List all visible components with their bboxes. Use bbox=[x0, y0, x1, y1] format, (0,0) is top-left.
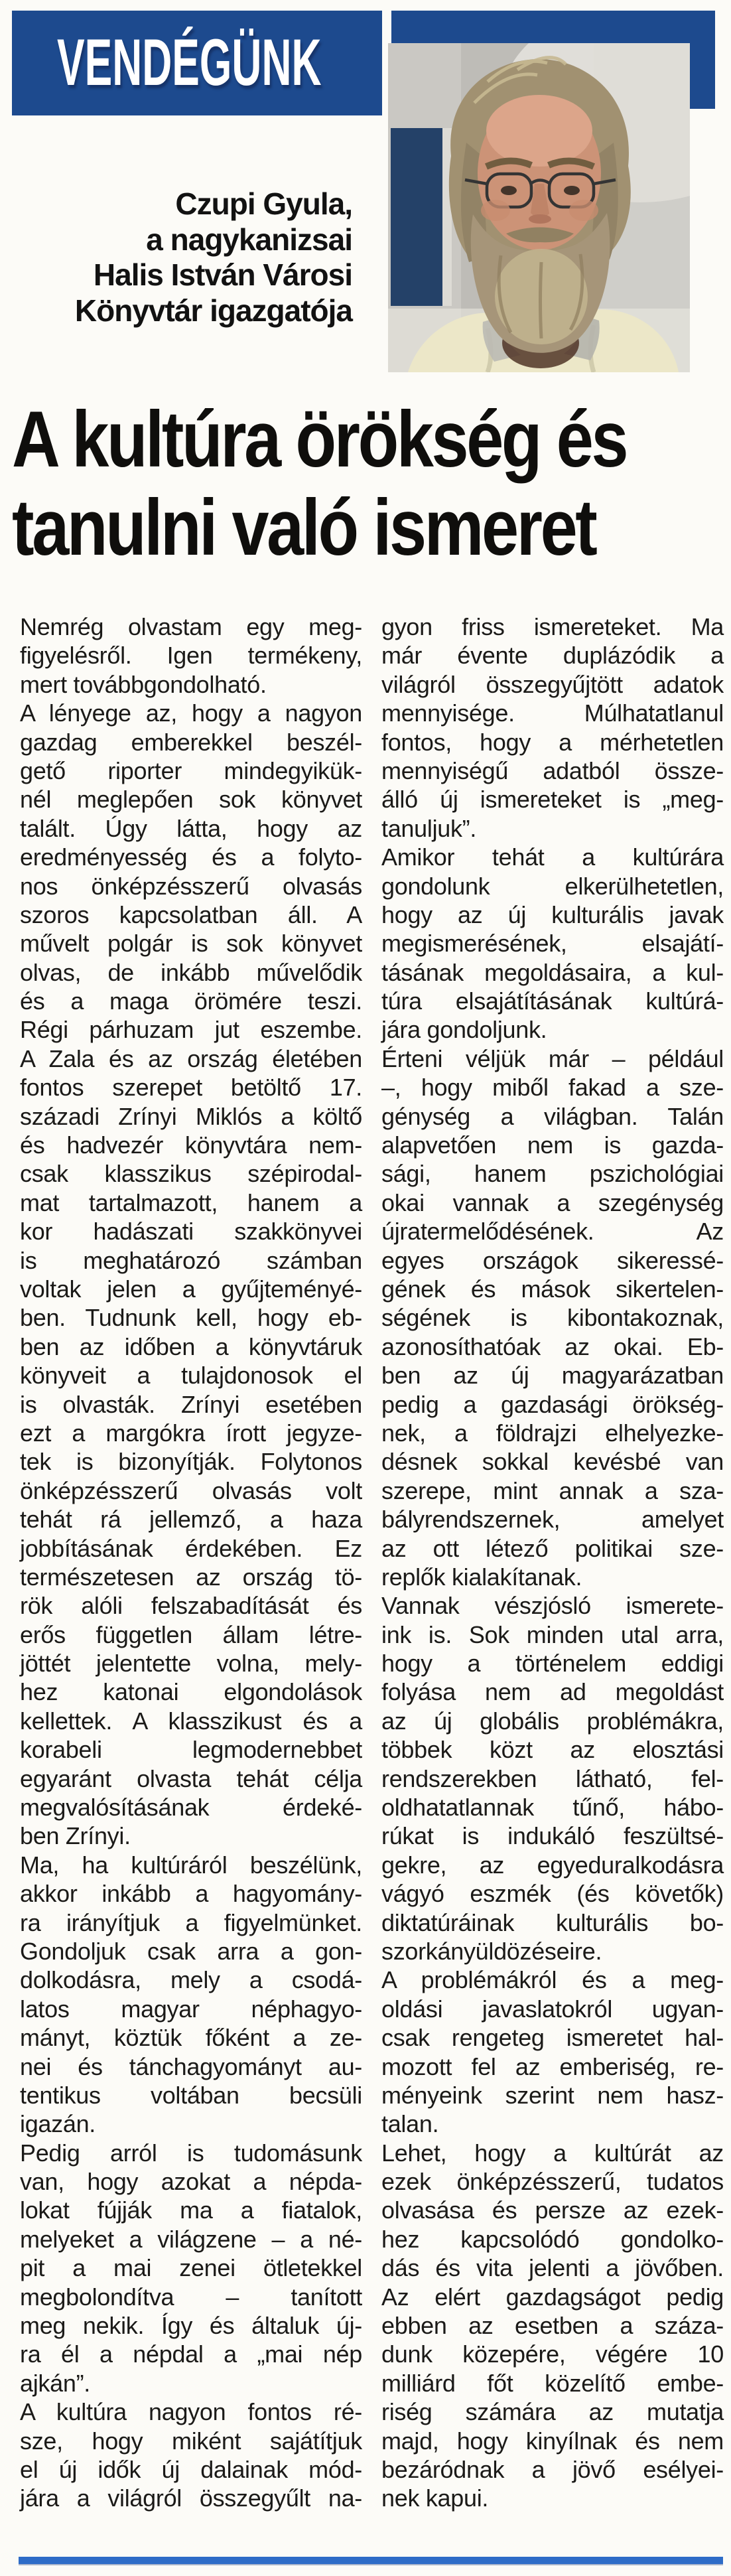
article-text-line: természetesen az ország tö- bbox=[20, 1563, 362, 1591]
article-text-line: olvasása és persze az ezek- bbox=[381, 2196, 724, 2224]
article-text-line: szoros kapcsolatban áll. A bbox=[20, 900, 362, 928]
article-text-line: túra elsajátításának kultúrá- bbox=[381, 987, 724, 1015]
article-text-line: könyveit a tulajdonosok el bbox=[20, 1362, 362, 1390]
guest-name: Czupi Gyula, bbox=[175, 186, 352, 221]
article-text-line: századi Zrínyi Miklós a költő bbox=[20, 1102, 362, 1130]
article-text-line: megismerésének, elsajátí- bbox=[381, 930, 724, 958]
article-text-line: korabeli legmodernebbet bbox=[20, 1736, 362, 1764]
article-text-line: Régi párhuzam jut eszembe. bbox=[20, 1016, 362, 1044]
guest-title-line: Halis István Városi bbox=[93, 257, 352, 292]
article-text-line: ezek önképzésszerű, tudatos bbox=[381, 2168, 724, 2196]
article-text-line: Vannak vészjósló ismerete- bbox=[381, 1592, 724, 1620]
article-text-line: olvas, de inkább művelődik bbox=[20, 958, 362, 986]
article-text-line: dunk közepére, végére 10 bbox=[381, 2340, 724, 2368]
article-text-line: tehát rá jellemző, a haza bbox=[20, 1506, 362, 1534]
article-text-line: sze, hogy miként sajátítjuk bbox=[20, 2427, 362, 2455]
article-text-line: ra él a népdal a „mai nép bbox=[20, 2340, 362, 2368]
article-text-line: tásának megoldásaira, a kul- bbox=[381, 958, 724, 986]
article-text-line: szerepe, mint annak a sza- bbox=[381, 1476, 724, 1504]
article-text-line: jöttét jelentette volna, mely- bbox=[20, 1650, 362, 1678]
article-text-line: ajkán”. bbox=[20, 2369, 90, 2397]
article-text-line: tek is bizonyítják. Folytonos bbox=[20, 1448, 362, 1476]
article-text-line: okai vannak a szegénység bbox=[381, 1188, 724, 1216]
article-text-line: ményeink szerint nem hasz- bbox=[381, 2081, 724, 2109]
article-text-line: erős független állam létre- bbox=[20, 1620, 362, 1648]
article-text-line: fontos szerepet betöltő 17. bbox=[20, 1074, 362, 1102]
article-text-line: is olvasták. Zrínyi esetében bbox=[20, 1390, 362, 1418]
article-column-left bbox=[20, 612, 362, 2513]
article-text-line: voltak jelen a gyűjteményé- bbox=[20, 1275, 362, 1303]
guest-intro bbox=[75, 186, 352, 328]
article-text-line: el új idők új dalainak mód- bbox=[20, 2456, 362, 2483]
article-text-line: oldhatatlannak tűnő, hábo- bbox=[381, 1794, 724, 1822]
article-text-line: meg nekik. Így és általuk új- bbox=[20, 2312, 362, 2340]
article-text-line: álló új ismereteket is „meg- bbox=[381, 786, 724, 814]
article-text-line: pedig a gazdasági örökség- bbox=[381, 1390, 724, 1418]
article-text-line: –, hogy miből fakad a sze- bbox=[381, 1074, 724, 1102]
article-text-line: akkor inkább a hagyomány- bbox=[20, 1880, 362, 1908]
article-text-line: az ott létező politikai sze- bbox=[381, 1534, 724, 1562]
article-text-line: ink is. Sok minden utal arra, bbox=[381, 1620, 724, 1648]
headline-line: tanulni való ismeret bbox=[12, 483, 596, 572]
article-text-line: ségének is kibontakoznak, bbox=[381, 1304, 724, 1332]
article-text-line: gekre, az egyeduralkodásra bbox=[381, 1851, 724, 1879]
article-text-line: génység a világban. Talán bbox=[381, 1102, 724, 1130]
article-text-line: oldási javaslatokról ugyan- bbox=[381, 1995, 724, 2023]
article-text-line: megvalósításának érdeké- bbox=[20, 1794, 362, 1822]
article-text-line: gyon friss ismereteket. Ma bbox=[381, 613, 724, 640]
article-text-line: mennyisége. Múlhatatlanul bbox=[381, 699, 724, 727]
article-text-line: A problémákról és a meg- bbox=[381, 1966, 724, 1994]
section-banner bbox=[12, 11, 382, 115]
article-text-line: Lehet, hogy a kultúrát az bbox=[381, 2139, 724, 2167]
article-text-line: ezt a margókra írott jegyze- bbox=[20, 1419, 362, 1447]
article-text-line: diktatúráinak kulturális bo- bbox=[381, 1908, 724, 1936]
article-text-line: jobbításának érdekében. Ez bbox=[20, 1534, 362, 1562]
article-text-line: jára gondoljunk. bbox=[381, 1016, 547, 1044]
article-text-line: mat tartalmazott, hanem a bbox=[20, 1188, 362, 1216]
article-text-line: A kultúra nagyon fontos ré- bbox=[20, 2398, 362, 2426]
article-text-line: ra irányítjuk a figyelmünket. bbox=[20, 1908, 362, 1936]
article-headline bbox=[12, 395, 626, 572]
article-text-line: van, hogy azokat a népda- bbox=[20, 2168, 362, 2196]
article-text-line: világról összegyűjtött adatok bbox=[381, 670, 724, 698]
article-text-line: talan. bbox=[381, 2110, 439, 2138]
article-text-line: lokat fújják ma a fiatalok, bbox=[20, 2196, 362, 2224]
article-text-line: művelt polgár is sok könyvet bbox=[20, 930, 362, 958]
article-text-line: majd, hogy kinyílnak és nem bbox=[381, 2427, 724, 2455]
article-text-line: hez kapcsolódó gondolko- bbox=[381, 2225, 724, 2253]
article-text-line: rúkat is indukáló feszültsé- bbox=[381, 1822, 724, 1850]
article-text-line: mert továbbgondolható. bbox=[20, 670, 267, 698]
headline-line: A kultúra örökség és bbox=[12, 395, 627, 484]
article-text-line: hogy a történelem eddigi bbox=[381, 1650, 724, 1678]
article-text-line: újratermelődésének. Az bbox=[381, 1218, 724, 1246]
guest-portrait-illustration bbox=[388, 43, 690, 372]
article-text-line: tentikus voltában becsüli bbox=[20, 2081, 362, 2109]
article-text-line: megbolondítva – tanított bbox=[20, 2283, 362, 2311]
article-text-line: sági, hanem pszichológiai bbox=[381, 1160, 724, 1188]
article-text-line: is meghatározó számban bbox=[20, 1246, 362, 1274]
article-text-line: rök alóli felszabadítását és bbox=[20, 1592, 362, 1620]
article-text-line: nos önképzésszerű olvasás bbox=[20, 872, 362, 900]
article-column-right bbox=[381, 612, 724, 2513]
article-text-line: önképzésszerű olvasás volt bbox=[20, 1476, 362, 1504]
article-text-line: nei és tánchagyományt au- bbox=[20, 2052, 362, 2080]
article-text-line: melyeket a világzene – a né- bbox=[20, 2225, 362, 2253]
article-text-line: eredményesség és a folyto- bbox=[20, 843, 362, 871]
article-text-line: már évente duplázódik a bbox=[381, 642, 724, 670]
article-text-line: rendszerekben látható, fel- bbox=[381, 1764, 724, 1792]
article-text-line: mennyiségű adatból össze- bbox=[381, 756, 724, 784]
article-text-line: hez katonai elgondolások bbox=[20, 1678, 362, 1706]
article-text-line: és hadvezér könyvtára nem- bbox=[20, 1131, 362, 1159]
guest-title-line: Könyvtár igazgatója bbox=[74, 293, 352, 328]
article-text-line: replők kialakítanak. bbox=[381, 1563, 582, 1591]
article-text-line: désnek sokkal kevésbé van bbox=[381, 1448, 724, 1476]
article-text-line: Pedig arról is tudomásunk bbox=[20, 2139, 362, 2167]
article-text-line: egyaránt olvasta tehát célja bbox=[20, 1764, 362, 1792]
article-text-line: gető riporter mindegyikük- bbox=[20, 756, 362, 784]
article-text-line: alapvetően nem is gazda- bbox=[381, 1131, 724, 1159]
article-text-line: nek, a földrajzi elhelyezke- bbox=[381, 1419, 724, 1447]
article-text-line: gének és mások sikertelen- bbox=[381, 1275, 724, 1303]
article-text-line: figyelésről. Igen termékeny, bbox=[20, 642, 362, 670]
article-text-line: dás és vita jelenti a jövőben. bbox=[381, 2254, 724, 2282]
article-text-line: és a maga örömére teszi. bbox=[20, 987, 362, 1015]
article-text-line: igazán. bbox=[20, 2110, 96, 2138]
article-text-line: kellettek. A klasszikust és a bbox=[20, 1707, 362, 1735]
article-text-line: nek kapui. bbox=[381, 2484, 489, 2512]
article-text-line: ben Zrínyi. bbox=[20, 1822, 131, 1850]
article-text-line: mányt, köztük főként a ze- bbox=[20, 2024, 362, 2052]
article-text-line: jára a világról összegyűlt na- bbox=[20, 2484, 362, 2512]
article-text-line: gondolunk elkerülhetetlen, bbox=[381, 872, 724, 900]
article-text-line: Nemrég olvastam egy meg- bbox=[20, 613, 362, 640]
article-text-line: milliárd főt közelítő embe- bbox=[381, 2369, 724, 2397]
article-text-line: nél meglepően sok könyvet bbox=[20, 786, 362, 814]
article-text-line: bezáródnak a jövő esélyei- bbox=[381, 2456, 724, 2483]
article-text-line: Az elért gazdagságot pedig bbox=[381, 2283, 724, 2311]
article-text-line: ben. Tudnunk kell, hogy eb- bbox=[20, 1304, 362, 1332]
article-text-line: A lényege az, hogy a nagyon bbox=[20, 699, 362, 727]
article-text-line: dolkodásra, mely a csodá- bbox=[20, 1966, 362, 1994]
article-text-line: latos magyar néphagyo- bbox=[20, 1995, 362, 2023]
article-text-line: A Zala és az ország életében bbox=[20, 1044, 362, 1072]
article-text-line: hogy az új kulturális javak bbox=[381, 900, 724, 928]
article-text-line: talált. Úgy látta, hogy az bbox=[20, 814, 362, 842]
article-text-line: csak klasszikus szépirodal- bbox=[20, 1160, 362, 1188]
section-banner-label: VENDÉGÜNK bbox=[57, 25, 322, 99]
article-text-line: egyes országok sikeressé- bbox=[381, 1246, 724, 1274]
guest-title-line: a nagykanizsai bbox=[146, 222, 352, 257]
article-text-line: Amikor tehát a kultúrára bbox=[381, 843, 724, 871]
article-text-line: ben az időben a könyvtáruk bbox=[20, 1332, 362, 1360]
article-text-line: ben az új magyarázatban bbox=[381, 1362, 724, 1390]
article-text-line: pit a mai zenei ötletekkel bbox=[20, 2254, 362, 2282]
article-text-line: szorkányüldözéseire. bbox=[381, 1937, 602, 1965]
article-text-line: Gondoljuk csak arra a gon- bbox=[20, 1937, 362, 1965]
article-text-line: gazdag emberekkel beszél- bbox=[20, 728, 362, 756]
bottom-separator-line bbox=[19, 2557, 723, 2564]
article-text-line: fontos, hogy a mérhetetlen bbox=[381, 728, 724, 756]
article-text-line: Érteni véljük már – például bbox=[381, 1044, 724, 1072]
article-text-line: az új globális problémákra, bbox=[381, 1707, 724, 1735]
article-text-line: mozott fel az emberiség, re- bbox=[381, 2052, 724, 2080]
article-text-line: azonosíthatóak az okai. Eb- bbox=[381, 1332, 724, 1360]
article-text-line: tanuljuk”. bbox=[381, 814, 477, 842]
article-text-line: bályrendszernek, amelyet bbox=[381, 1506, 724, 1534]
article-text-line: többek közt az elosztási bbox=[381, 1736, 724, 1764]
article-text-line: riség számára az mutatja bbox=[381, 2398, 724, 2426]
article-text-line: csak rengeteg ismeretet hal- bbox=[381, 2024, 724, 2052]
article-text-line: Ma, ha kultúráról beszélünk, bbox=[20, 1851, 362, 1879]
article-text-line: vágyó eszmék (és követők) bbox=[381, 1880, 724, 1908]
article-text-line: kor hadászati szakkönyvei bbox=[20, 1218, 362, 1246]
article-text-line: ebben az esetben a száza- bbox=[381, 2312, 724, 2340]
guest-photo bbox=[388, 43, 690, 372]
article-text-line: folyása nem ad megoldást bbox=[381, 1678, 724, 1706]
